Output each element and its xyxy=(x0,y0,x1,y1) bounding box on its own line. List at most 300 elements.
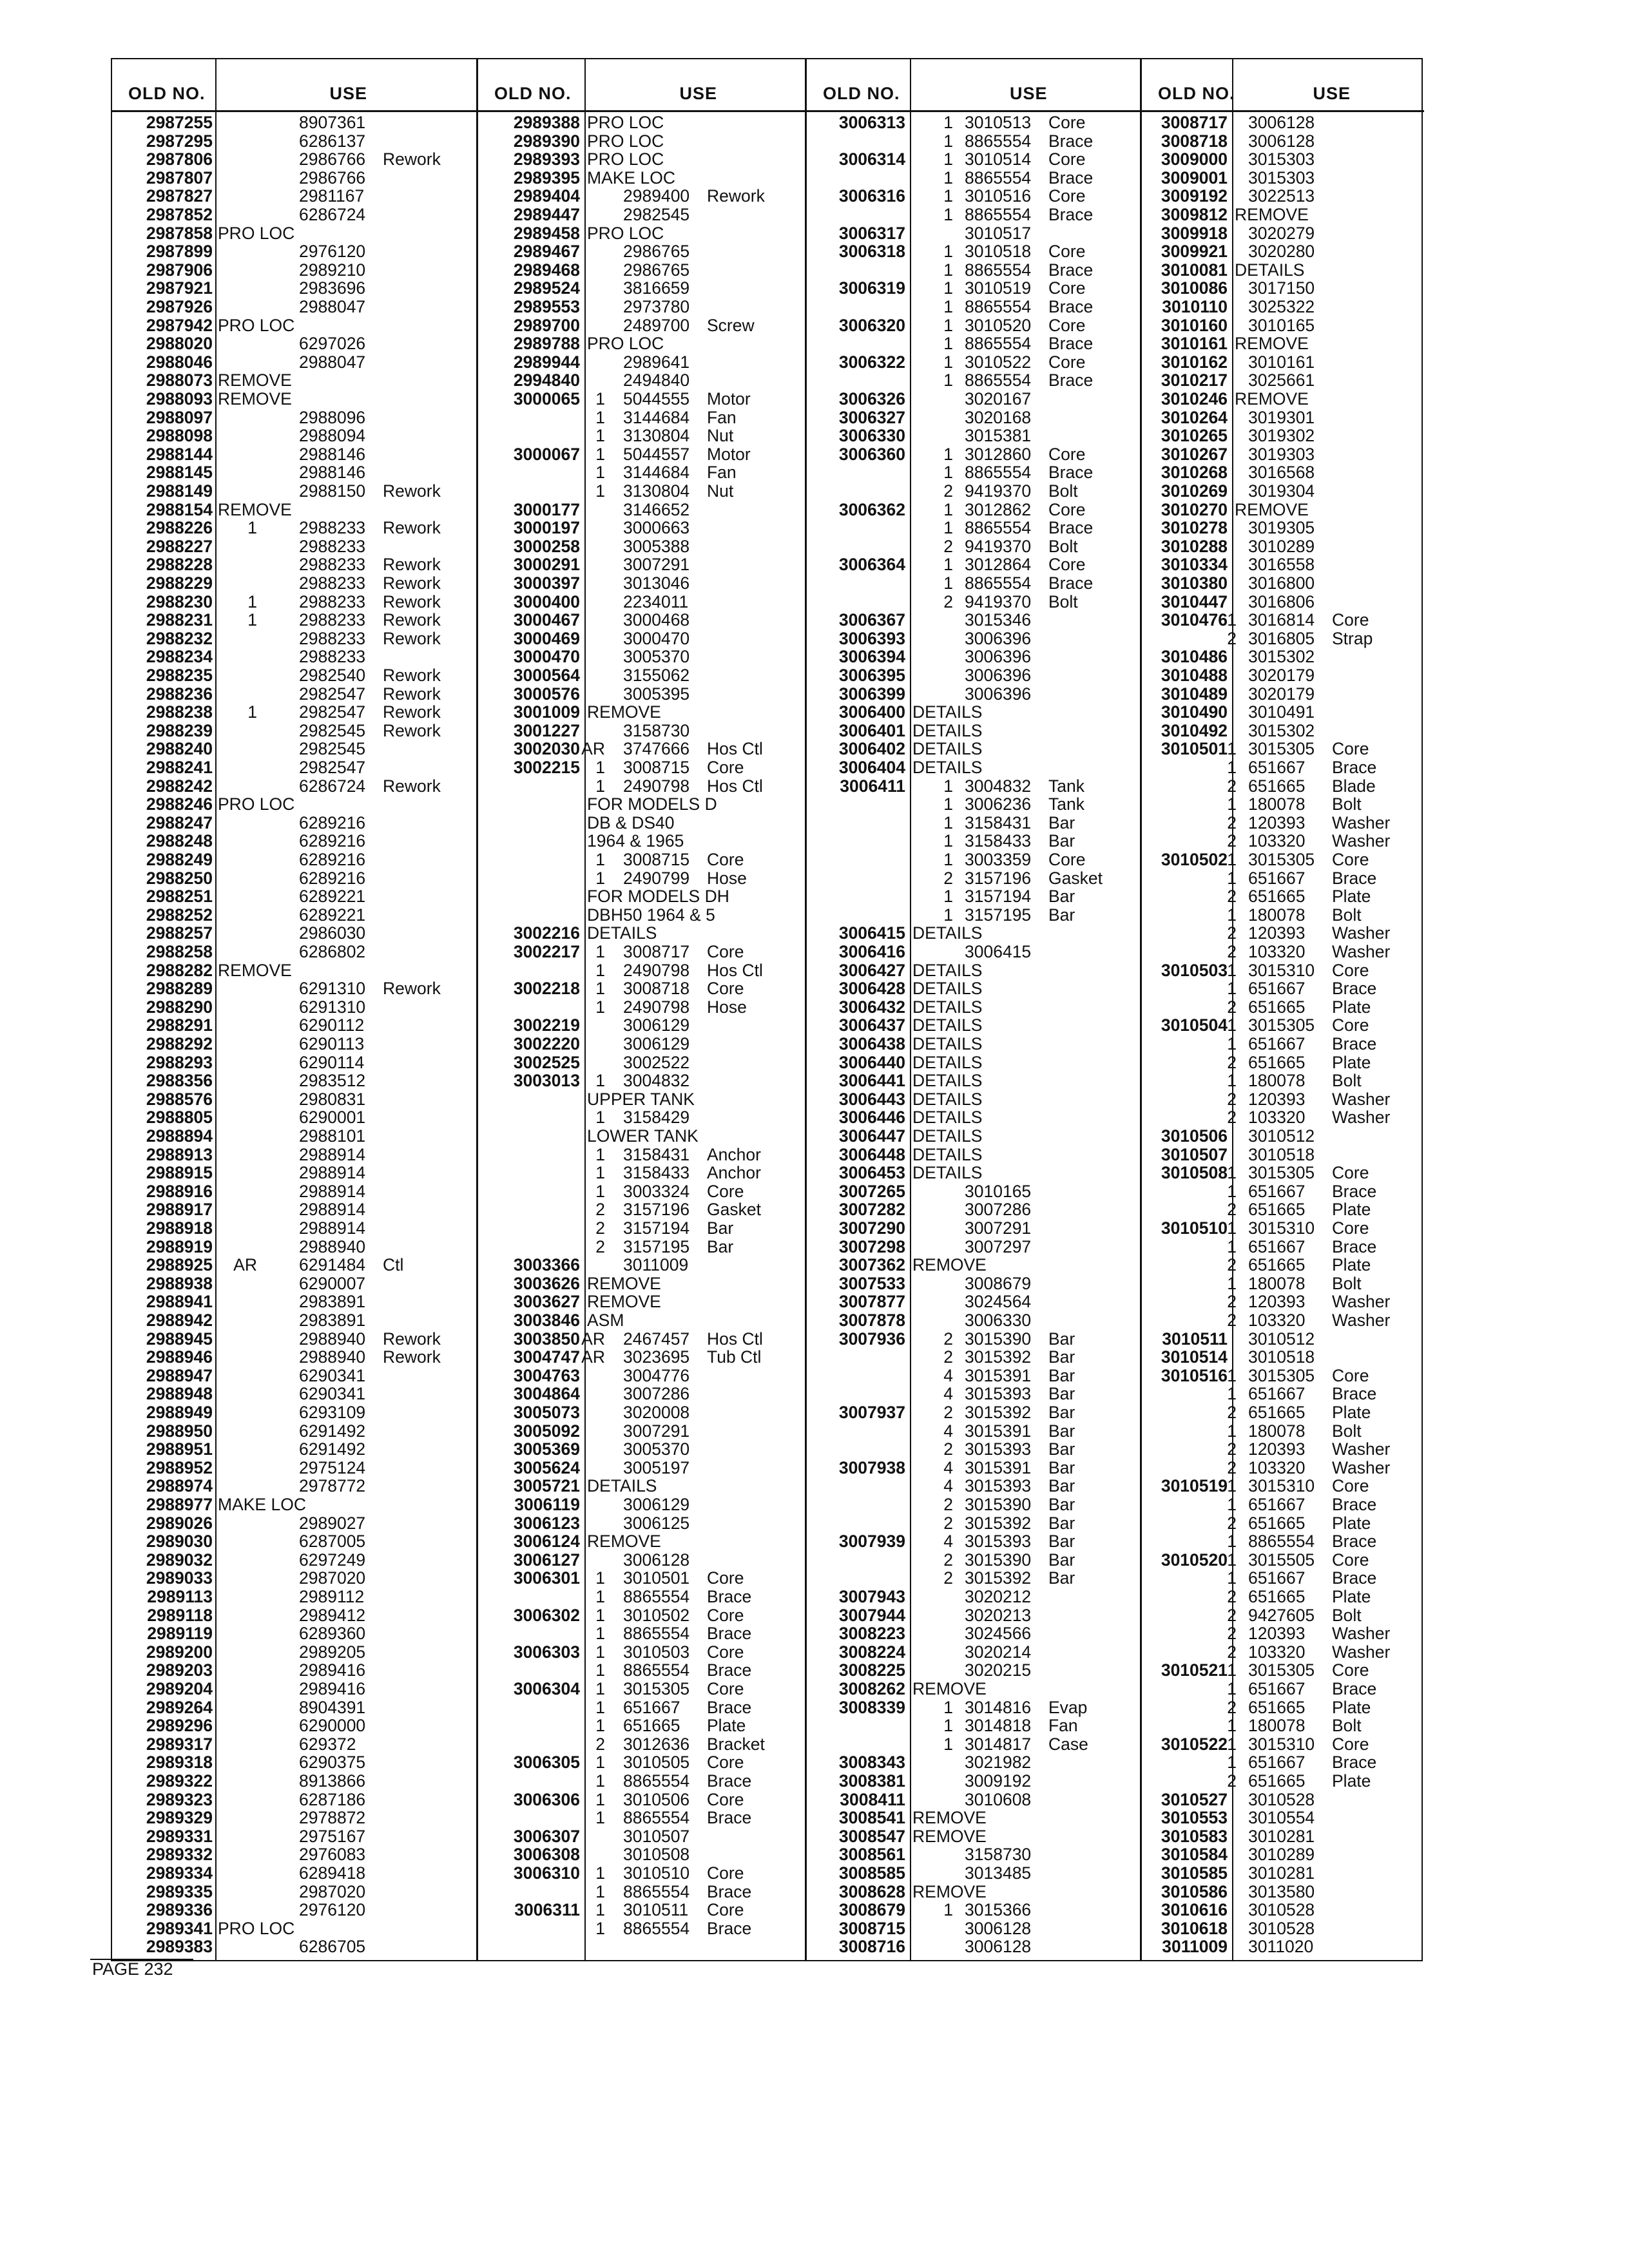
table-row xyxy=(112,1440,476,1459)
old-number: 2988805 xyxy=(146,1108,213,1128)
old-number: 2988258 xyxy=(146,942,213,961)
old-number: 3009921 xyxy=(1161,242,1228,262)
quantity: 1 xyxy=(943,555,953,575)
table-row xyxy=(807,519,1140,537)
table-row xyxy=(478,722,805,740)
new-part-number: 3010505 xyxy=(623,1753,690,1773)
new-part-number: 3010517 xyxy=(965,223,1032,243)
new-part-number: 6286137 xyxy=(299,131,366,151)
table-row xyxy=(807,501,1140,519)
part-description: Rework xyxy=(383,1347,441,1367)
use-note: MAKE LOC xyxy=(218,1495,306,1514)
old-number: 3010217 xyxy=(1161,370,1228,390)
use-note: PRO LOC xyxy=(218,1918,295,1938)
table-row xyxy=(1142,1937,1424,1956)
table-row xyxy=(112,298,476,316)
table-row xyxy=(478,334,805,353)
table-row xyxy=(478,1090,805,1109)
quantity: AR xyxy=(581,739,605,759)
table-row xyxy=(807,1495,1140,1514)
new-part-number: 3020008 xyxy=(623,1403,690,1422)
quantity: 1 xyxy=(943,573,953,593)
table-row xyxy=(478,519,805,537)
quantity: 1 xyxy=(943,776,953,796)
new-part-number: 3010165 xyxy=(965,1181,1032,1201)
new-part-number: 8865554 xyxy=(965,518,1032,538)
table-row xyxy=(112,482,476,501)
quantity: 1 xyxy=(943,370,953,390)
old-no-header: OLD NO. xyxy=(823,84,900,103)
new-part-number: 3020212 xyxy=(965,1587,1032,1606)
quantity: 1 xyxy=(1227,1163,1237,1183)
table-row xyxy=(1142,1127,1424,1146)
new-part-number: 3006128 xyxy=(1248,113,1315,132)
new-part-number: 3015390 xyxy=(965,1550,1032,1570)
parts-cross-reference-table xyxy=(111,58,1423,1961)
quantity: AR xyxy=(233,1255,257,1275)
new-part-number: 8865554 xyxy=(623,1587,690,1606)
old-number: 3010160 xyxy=(1161,315,1228,335)
quantity: 1 xyxy=(1227,758,1237,777)
old-number: 2988248 xyxy=(146,831,213,851)
old-number: 2988236 xyxy=(146,684,213,704)
new-part-number: 6291310 xyxy=(299,979,366,999)
table-row xyxy=(1142,261,1424,280)
new-part-number: 3010506 xyxy=(623,1789,690,1809)
new-part-number: 3019301 xyxy=(1248,407,1315,427)
new-part-number: 8865554 xyxy=(965,168,1032,187)
old-number: 3009001 xyxy=(1161,168,1228,187)
quantity: 2 xyxy=(943,1568,953,1588)
quantity: 2 xyxy=(1227,812,1237,832)
new-part-number: 6289216 xyxy=(299,850,366,869)
new-part-number: 2980831 xyxy=(299,1089,366,1109)
quantity: 1 xyxy=(1227,850,1237,869)
new-part-number: 8865554 xyxy=(965,205,1032,224)
new-part-number: 3012862 xyxy=(965,499,1032,519)
table-row xyxy=(1142,1919,1424,1938)
new-part-number: 2989416 xyxy=(299,1660,366,1680)
old-number: 2988292 xyxy=(146,1034,213,1053)
table-row xyxy=(1142,1845,1424,1864)
new-part-number: 6291492 xyxy=(299,1439,366,1459)
new-part-number: 3015391 xyxy=(965,1421,1032,1441)
quantity: 1 xyxy=(247,610,257,630)
part-description: Core xyxy=(1332,1218,1369,1238)
new-part-number: 6290112 xyxy=(299,1015,365,1035)
part-description: Washer xyxy=(1332,1624,1391,1644)
table-row xyxy=(807,224,1140,243)
old-number: 2988229 xyxy=(146,573,213,593)
quantity: 1 xyxy=(943,499,953,519)
new-part-number: 180078 xyxy=(1248,1273,1306,1293)
new-part-number: 3008679 xyxy=(965,1273,1032,1293)
part-description: Core xyxy=(1332,1365,1369,1385)
quantity: 4 xyxy=(943,1421,953,1441)
table-row xyxy=(807,1090,1140,1109)
part-description: Core xyxy=(707,1568,744,1588)
part-description: Bar xyxy=(1048,887,1075,907)
part-description: Brace xyxy=(1332,1181,1377,1201)
new-part-number: 3016805 xyxy=(1248,628,1315,648)
old-number: 3010503 xyxy=(1161,960,1228,980)
old-number: 2988894 xyxy=(146,1126,213,1146)
part-description: Rework xyxy=(383,979,441,999)
new-part-number: 2988150 xyxy=(299,481,366,501)
quantity: 1 xyxy=(1227,1236,1237,1256)
table-row xyxy=(1142,390,1424,408)
use-note: REMOVE xyxy=(218,499,292,519)
table-row xyxy=(112,887,476,906)
part-description: Bar xyxy=(1048,905,1075,925)
table-row xyxy=(112,1791,476,1809)
new-part-number: 2988233 xyxy=(299,628,366,648)
old-number: 3006438 xyxy=(838,1034,905,1053)
old-number: 3005073 xyxy=(513,1403,580,1422)
old-number: 2989524 xyxy=(513,278,580,298)
table-row xyxy=(478,316,805,335)
table-row xyxy=(112,1256,476,1274)
part-description: Bolt xyxy=(1332,1421,1362,1441)
quantity: 1 xyxy=(595,463,605,483)
table-row xyxy=(112,593,476,611)
part-description: Washer xyxy=(1332,1292,1391,1312)
new-part-number: 3158433 xyxy=(623,1163,690,1183)
part-description: Plate xyxy=(1332,1697,1371,1717)
table-row xyxy=(478,1072,805,1090)
new-part-number: 3157195 xyxy=(965,905,1032,925)
quantity: 1 xyxy=(595,1181,605,1201)
old-number: 3010270 xyxy=(1161,499,1228,519)
new-part-number: 3015310 xyxy=(1248,1218,1315,1238)
quantity: 2 xyxy=(1227,1089,1237,1109)
table-row xyxy=(478,1403,805,1422)
new-part-number: 3007291 xyxy=(623,555,690,575)
new-part-number: 8865554 xyxy=(623,1771,690,1791)
new-part-number: 3014816 xyxy=(965,1697,1032,1717)
part-description: Plate xyxy=(1332,1403,1371,1422)
table-row xyxy=(478,943,805,961)
part-description: Core xyxy=(1048,278,1086,298)
table-row xyxy=(478,1735,805,1754)
new-part-number: 3816659 xyxy=(623,278,690,298)
table-row xyxy=(478,1864,805,1883)
table-row xyxy=(1142,169,1424,187)
table-row xyxy=(1142,1514,1424,1533)
table-row xyxy=(478,1883,805,1901)
new-part-number: 2989400 xyxy=(623,186,690,206)
quantity: 1 xyxy=(943,205,953,224)
part-description: Fan xyxy=(1048,1716,1078,1736)
old-number: 3008262 xyxy=(838,1679,905,1698)
part-description: Brace xyxy=(1048,370,1094,390)
part-description: Bar xyxy=(1048,1476,1075,1496)
old-number: 3003366 xyxy=(513,1255,580,1275)
old-number: 3006453 xyxy=(838,1163,905,1183)
quantity: 1 xyxy=(595,1568,605,1588)
new-part-number: 3015305 xyxy=(1248,1163,1315,1183)
new-part-number: 2986766 xyxy=(299,168,366,187)
old-number: 3008628 xyxy=(838,1881,905,1901)
old-number: 3006400 xyxy=(838,702,905,722)
new-part-number: 2982547 xyxy=(299,684,366,704)
part-description: Rework xyxy=(707,186,765,206)
table-row xyxy=(1142,924,1424,943)
use-note: REMOVE xyxy=(912,1881,987,1901)
quantity: 1 xyxy=(1227,610,1237,630)
new-part-number: 6290001 xyxy=(299,1108,366,1128)
table-row xyxy=(112,1753,476,1772)
new-part-number: 6291310 xyxy=(299,997,366,1017)
new-part-number: 2989412 xyxy=(299,1605,366,1625)
part-description: Plate xyxy=(1332,1587,1371,1606)
table-row xyxy=(112,445,476,464)
old-number: 3007533 xyxy=(838,1273,905,1293)
new-part-number: 651665 xyxy=(1248,1513,1306,1533)
table-panel xyxy=(476,59,805,1960)
table-row xyxy=(112,629,476,648)
old-number: 3010161 xyxy=(1161,334,1228,354)
use-note: REMOVE xyxy=(1235,389,1309,408)
table-row xyxy=(112,316,476,335)
quantity: 1 xyxy=(1227,739,1237,759)
table-row xyxy=(1142,445,1424,464)
table-row xyxy=(112,943,476,961)
table-row xyxy=(478,703,805,722)
table-row xyxy=(112,795,476,814)
table-row xyxy=(478,1385,805,1403)
old-number: 2988246 xyxy=(146,794,213,814)
old-number: 3010507 xyxy=(1161,1144,1228,1164)
table-row xyxy=(807,1256,1140,1274)
use-note: REMOVE xyxy=(912,1808,987,1828)
new-part-number: 6286705 xyxy=(299,1937,366,1957)
new-part-number: 8865554 xyxy=(1248,1532,1315,1552)
new-part-number: 2975167 xyxy=(299,1826,366,1846)
table-row xyxy=(1142,1182,1424,1201)
quantity: 1 xyxy=(943,113,953,132)
old-number: 2988145 xyxy=(146,463,213,483)
new-part-number: 3012860 xyxy=(965,444,1032,464)
part-description: Bolt xyxy=(1332,1273,1362,1293)
old-number: 3002030 xyxy=(513,739,580,759)
old-number: 3002217 xyxy=(513,942,580,961)
part-description: Core xyxy=(707,1863,744,1883)
new-part-number: 3003324 xyxy=(623,1181,690,1201)
part-description: Bolt xyxy=(1332,794,1362,814)
new-part-number: 3025661 xyxy=(1248,370,1315,390)
quantity: 2 xyxy=(943,1439,953,1459)
table-row xyxy=(478,224,805,243)
table-row xyxy=(478,648,805,666)
old-number: 3010162 xyxy=(1161,352,1228,372)
table-row xyxy=(807,593,1140,611)
part-description: Brace xyxy=(707,1918,752,1938)
part-description: Motor xyxy=(707,444,751,464)
table-row xyxy=(1142,206,1424,224)
new-part-number: 2988047 xyxy=(299,352,366,372)
table-row xyxy=(478,1219,805,1238)
new-part-number: 3006129 xyxy=(623,1015,690,1035)
new-part-number: 2988940 xyxy=(299,1236,366,1256)
table-row xyxy=(478,1238,805,1256)
old-number: 3006304 xyxy=(513,1679,580,1698)
new-part-number: 3158429 xyxy=(623,1108,690,1128)
table-row xyxy=(112,1219,476,1238)
old-number: 3007937 xyxy=(838,1403,905,1422)
old-number: 3010508 xyxy=(1161,1163,1228,1183)
old-number: 3000564 xyxy=(513,666,580,685)
new-part-number: 3000470 xyxy=(623,628,690,648)
new-part-number: 6289360 xyxy=(299,1624,366,1644)
table-row xyxy=(807,1753,1140,1772)
quantity: 1 xyxy=(1227,1495,1237,1514)
table-row xyxy=(807,1311,1140,1330)
old-number: 2989395 xyxy=(513,168,580,187)
new-part-number: 3017150 xyxy=(1248,278,1315,298)
new-part-number: 120393 xyxy=(1248,1089,1306,1109)
new-part-number: 3002522 xyxy=(623,1052,690,1072)
part-description: Core xyxy=(1048,444,1086,464)
use-note: DBH50 1964 & 5 xyxy=(587,905,715,925)
quantity: 2 xyxy=(1227,1624,1237,1644)
table-row xyxy=(478,850,805,869)
table-row xyxy=(478,482,805,501)
table-row xyxy=(112,1772,476,1791)
old-number: 2988915 xyxy=(146,1163,213,1183)
new-part-number: 651667 xyxy=(623,1697,680,1717)
new-part-number: 2988233 xyxy=(299,573,366,593)
table-row xyxy=(807,132,1140,151)
old-number: 3007282 xyxy=(838,1200,905,1220)
quantity: 1 xyxy=(595,1624,605,1644)
new-part-number: 3020213 xyxy=(965,1605,1032,1625)
table-row xyxy=(1142,555,1424,574)
part-description: Brace xyxy=(1048,573,1094,593)
part-description: Core xyxy=(1332,1015,1369,1035)
table-row xyxy=(1142,906,1424,925)
new-part-number: 3006415 xyxy=(965,942,1032,961)
quantity: 2 xyxy=(1227,997,1237,1017)
quantity: 2 xyxy=(595,1200,605,1220)
part-description: Fan xyxy=(707,407,737,427)
table-row xyxy=(112,555,476,574)
old-number: 2989113 xyxy=(147,1587,213,1606)
new-part-number: 3015393 xyxy=(965,1532,1032,1552)
quantity: 2 xyxy=(943,868,953,888)
new-part-number: 3015305 xyxy=(1248,1660,1315,1680)
table-row xyxy=(1142,722,1424,740)
new-part-number: 2982545 xyxy=(299,739,366,759)
table-row xyxy=(112,408,476,427)
quantity: 1 xyxy=(943,242,953,262)
new-part-number: 2973780 xyxy=(623,297,690,316)
table-row xyxy=(1142,1330,1424,1349)
table-row xyxy=(478,611,805,629)
part-description: Core xyxy=(1332,1550,1369,1570)
new-part-number: 180078 xyxy=(1248,1071,1306,1091)
part-description: Core xyxy=(1332,850,1369,869)
old-number: 2989032 xyxy=(146,1550,213,1570)
part-description: Core xyxy=(707,1789,744,1809)
quantity: 1 xyxy=(595,1881,605,1901)
new-part-number: 8913866 xyxy=(299,1771,366,1791)
quantity: 4 xyxy=(943,1457,953,1477)
table-row xyxy=(112,1348,476,1367)
use-note: DETAILS xyxy=(912,1015,983,1035)
new-part-number: 3019302 xyxy=(1248,426,1315,446)
old-number: 2989329 xyxy=(146,1808,213,1828)
table-row xyxy=(478,463,805,482)
use-note: DETAILS xyxy=(912,702,983,722)
new-part-number: 3015505 xyxy=(1248,1550,1315,1570)
table-row xyxy=(807,1845,1140,1864)
quantity: 2 xyxy=(943,591,953,611)
new-part-number: 180078 xyxy=(1248,905,1306,925)
table-row xyxy=(807,353,1140,372)
table-row xyxy=(1142,1532,1424,1551)
use-note: REMOVE xyxy=(218,960,292,980)
new-part-number: 3015305 xyxy=(1248,850,1315,869)
table-row xyxy=(1142,1883,1424,1901)
table-row xyxy=(112,1864,476,1883)
table-row xyxy=(807,943,1140,961)
old-number: 2988291 xyxy=(146,1015,213,1035)
old-number: 3010616 xyxy=(1161,1900,1228,1920)
old-number: 2989383 xyxy=(146,1937,213,1957)
table-row xyxy=(478,150,805,169)
quantity: 2 xyxy=(943,1403,953,1422)
new-part-number: 6286802 xyxy=(299,942,366,961)
use-note: DETAILS xyxy=(912,1163,983,1183)
table-row xyxy=(1142,1569,1424,1588)
table-row xyxy=(112,998,476,1017)
new-part-number: 3007291 xyxy=(965,1218,1032,1238)
old-number: 2988952 xyxy=(146,1457,213,1477)
new-part-number: 651665 xyxy=(1248,1771,1306,1791)
table-row xyxy=(807,408,1140,427)
new-part-number: 3020179 xyxy=(1248,666,1315,685)
quantity: 1 xyxy=(1227,1421,1237,1441)
old-number: 3006322 xyxy=(838,352,905,372)
table-panel xyxy=(805,59,1140,1960)
old-number: 3010476 xyxy=(1161,610,1228,630)
new-part-number: 3010289 xyxy=(1248,1845,1315,1865)
part-description: Hos Ctl xyxy=(707,960,763,980)
new-part-number: 8865554 xyxy=(965,334,1032,354)
table-row xyxy=(807,1293,1140,1311)
table-row xyxy=(1142,574,1424,593)
old-number: 2989467 xyxy=(513,242,580,262)
quantity: 4 xyxy=(943,1532,953,1552)
old-number: 3006394 xyxy=(838,647,905,667)
quantity: 2 xyxy=(943,1329,953,1349)
old-number: 3000576 xyxy=(513,684,580,704)
part-description: Hos Ctl xyxy=(707,739,763,759)
old-number: 3006301 xyxy=(513,1568,580,1588)
old-number: 3006402 xyxy=(838,739,905,759)
table-row xyxy=(807,1551,1140,1570)
old-number: 2988247 xyxy=(146,812,213,832)
quantity: 1 xyxy=(595,1808,605,1828)
table-row xyxy=(112,519,476,537)
quantity: 1 xyxy=(1227,1679,1237,1698)
old-number: 3005624 xyxy=(513,1457,580,1477)
new-part-number: 3158431 xyxy=(965,812,1032,832)
table-row xyxy=(478,869,805,888)
new-part-number: 3010608 xyxy=(965,1789,1032,1809)
use-note: PRO LOC xyxy=(587,149,664,169)
